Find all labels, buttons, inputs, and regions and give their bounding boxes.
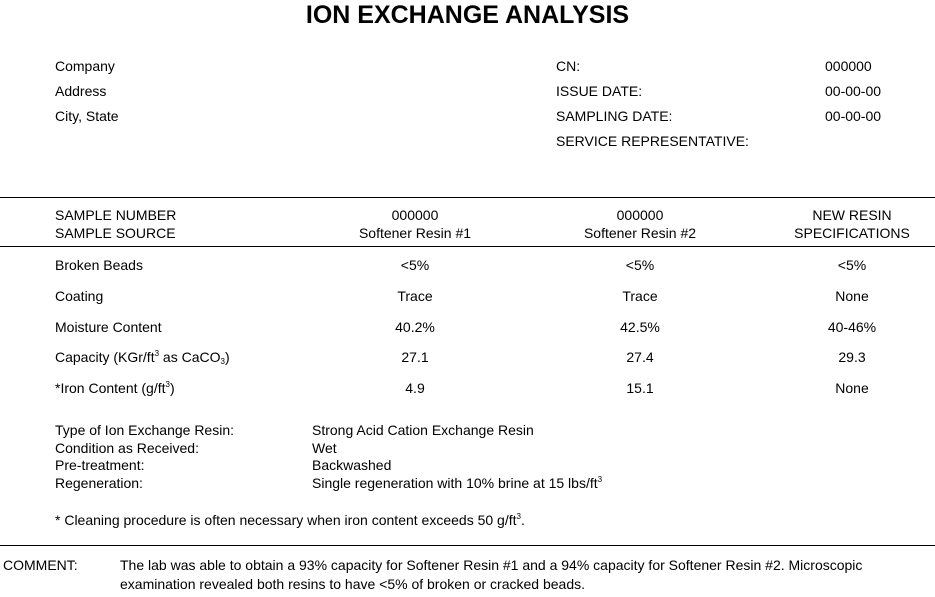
issue-date-label: ISSUE DATE: [556,83,643,99]
regeneration-value [312,475,602,493]
row-label-broken-beads: Broken Beads [55,257,143,273]
row-value-resin2: 15.1 [626,380,654,396]
report-title: ION EXCHANGE ANALYSIS [305,1,630,29]
row-value-resin2: Trace [622,288,658,304]
sampling-date-value: 00-00-00 [825,108,882,124]
regeneration-text: Single regeneration with 10% brine at 15 lbs/ft [312,475,598,491]
regeneration-sup: 3 [597,475,603,484]
comment-text: The lab was able to obtain a 93% capacity for Softener Resin #1 and a 94% capacity for Softener Resin #2. Microscopic examination revealed both resins to have <5% of broken or cracked beads. [120,557,863,592]
row-value-resin1: 4.9 [405,380,425,396]
row-value-resin1: <5% [400,257,430,273]
row-label-moisture: Moisture Content [55,319,162,335]
row-value-resin2: 27.4 [626,349,654,365]
row-label-coating: Coating [55,288,104,304]
comment-label: COMMENT: [3,557,78,573]
cn-label: CN: [556,58,581,74]
row-value-spec: None [835,380,869,396]
condition-label: Condition as Received: [55,440,199,456]
row-value-spec: None [835,288,869,304]
footnote-text: * Cleaning procedure is often necessary when iron content exceeds 50 g/ft [55,512,517,528]
iron-label-sup: 3 [165,380,170,389]
row-label-capacity [55,348,230,366]
footnote-end: . [520,512,525,528]
footnote [55,512,525,530]
row-value-spec: 29.3 [838,349,866,365]
resin-type-value: Strong Acid Cation Exchange Resin [312,422,534,438]
header-sample-number: SAMPLE NUMBER [55,207,177,223]
row-value-resin1: 27.1 [401,349,429,365]
iron-label-close: ) [169,380,175,396]
condition-value: Wet [312,440,337,456]
regeneration-label: Regeneration: [55,475,143,491]
row-value-spec: <5% [837,257,867,273]
cn-value: 000000 [825,58,872,74]
row-value-resin2: 42.5% [620,319,660,335]
footnote-sup: 3 [516,512,521,521]
header-resin2-source: Softener Resin #2 [583,225,697,241]
pretreatment-label: Pre-treatment: [55,457,145,473]
capacity-label-sub: 3 [220,357,225,366]
resin-type-label: Type of Ion Exchange Resin: [55,422,234,438]
table-top-rule [0,197,935,198]
capacity-label-text: Capacity (KGr/ft [55,349,155,365]
table-header-rule [0,246,935,247]
header-resin1-number: 000000 [391,207,439,223]
row-value-spec: 40-46% [827,319,877,335]
capacity-label-sup: 3 [154,349,160,358]
company-name: Company [55,58,115,74]
header-resin2-number: 000000 [616,207,664,223]
company-city-state: City, State [55,108,119,124]
pretreatment-value: Backwashed [312,457,392,473]
header-resin1-source: Softener Resin #1 [358,225,472,241]
row-value-resin1: Trace [397,288,433,304]
capacity-label-close: ) [224,349,230,365]
header-new-resin: NEW RESIN [812,207,892,223]
service-rep-label: SERVICE REPRESENTATIVE: [556,133,749,149]
sampling-date-label: SAMPLING DATE: [556,108,673,124]
header-sample-source: SAMPLE SOURCE [55,225,176,241]
row-value-resin1: 40.2% [395,319,435,335]
capacity-label-text2: as CaCO [159,349,221,365]
iron-label-text: *Iron Content (g/ft [55,380,166,396]
issue-date-value: 00-00-00 [825,83,882,99]
header-specifications: SPECIFICATIONS [794,225,910,241]
comment-rule [0,545,935,546]
company-address: Address [55,83,107,99]
row-label-iron [55,379,175,397]
row-value-resin2: <5% [625,257,655,273]
